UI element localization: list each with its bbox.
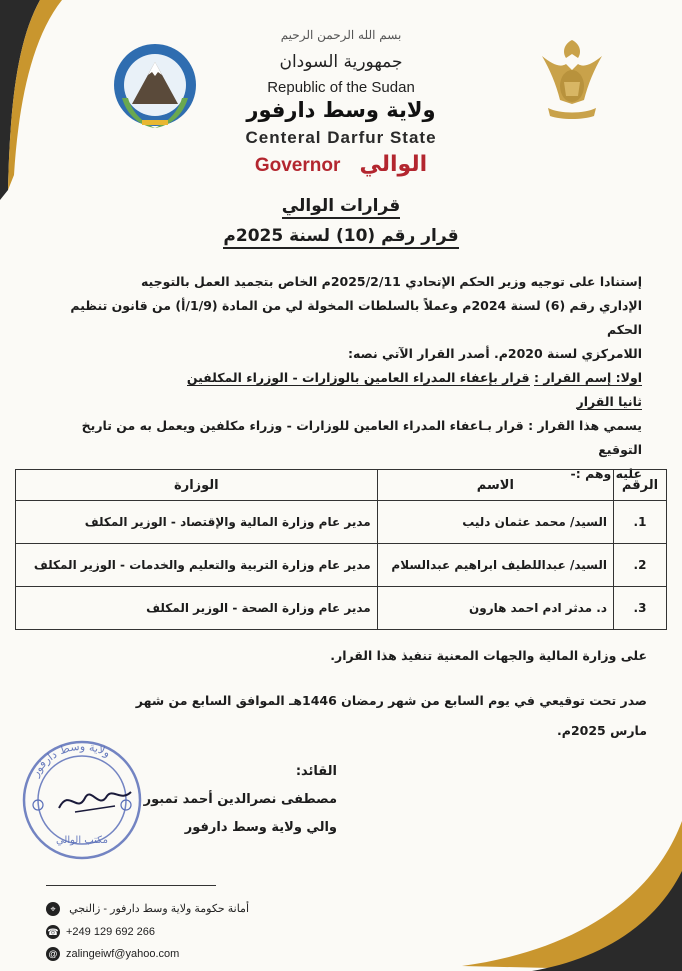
state-name-arabic: ولاية وسط دارفور	[246, 98, 436, 122]
issued-statement: صدر تحت توقيعي في يوم السابع من شهر رمضان 1446هـ الموافق السابع من شهر مارس 2025م.	[135, 693, 647, 738]
email-icon: @	[46, 947, 60, 961]
state-name-english: Centeral Darfur State	[245, 128, 437, 147]
footer-email: @ zalingeiwf@yahoo.com	[46, 947, 179, 961]
row-name: د. مدثر ادم احمد هارون	[377, 587, 613, 630]
row-ministry: مدير عام وزارة المالية والإقتصاد - الوزير المكلف	[16, 501, 378, 544]
location-icon: ⌖	[46, 902, 60, 916]
country-name-english: Republic of the Sudan	[267, 79, 415, 96]
signature-label: القائد:	[295, 764, 337, 779]
header-number: الرقم	[614, 470, 667, 501]
clause-second-label: ثانيا القرار	[576, 394, 642, 409]
row-ministry: مدير عام وزارة التربية والتعليم والخدمات - الوزير المكلف	[16, 544, 378, 587]
footer-address: أمانة حكومة ولاية وسط دارفور - زالنجي ⌖	[46, 902, 249, 916]
signatory-name: مصطفى نصرالدين أحمد تمبور	[143, 792, 337, 807]
signature-block	[144, 758, 337, 842]
preamble-line: اللامركزي لسنة 2020م. أصدر القرار الآتي نصه:	[348, 346, 642, 361]
country-name-arabic: جمهورية السودان	[279, 52, 403, 72]
governor-english: Governor	[254, 155, 341, 176]
footer-phone: ☎ +249 129 692 266	[47, 925, 156, 938]
execution-clause: على وزارة المالية والجهات المعنية تنفيذ هذا القرار.	[330, 648, 647, 663]
corner-swoosh-bottom	[422, 781, 682, 971]
handwritten-signature	[55, 780, 135, 820]
table-row	[16, 501, 667, 544]
governor-heading	[0, 152, 682, 177]
table-row	[16, 544, 667, 587]
decision-body	[42, 270, 642, 486]
footer-divider	[46, 885, 216, 886]
table-header-row	[16, 470, 667, 501]
clause-first-text: قرار بإعفاء المدراء العامين بالوزارات - الوزراء المكلفين	[186, 370, 530, 385]
officials-table	[15, 469, 667, 630]
decision-number: قرار رقم (10) لسنة 2025م	[0, 226, 682, 246]
header-name: الاسم	[377, 470, 613, 501]
row-number: 2.	[614, 544, 667, 587]
clause-second-text: يسمي هذا القرار : قرار بـاعفاء المدراء العامين للوزارات - وزراء مكلفين ويعمل به من تاريخ التوقيع	[81, 418, 642, 457]
preamble-line: إستنادا على توجيه وزير الحكم الإتحادي 2025/2/11م الخاص بتجميد العمل بالتوجيه	[140, 274, 642, 289]
stamp-center-text: مكتب الوالي	[55, 835, 109, 846]
header-ministry: الوزارة	[16, 470, 378, 501]
svg-text:ولاية وسط دارفور: ولاية وسط دارفور	[28, 739, 113, 779]
row-name: السيد/ محمد عثمان دليب	[377, 501, 613, 544]
row-name: السيد/ عبداللطيف ابراهيم عبدالسلام	[377, 544, 613, 587]
clause-second-text: عليه وهم :-	[570, 466, 642, 481]
row-ministry: مدير عام وزارة الصحة - الوزير المكلف	[16, 587, 378, 630]
preamble-line: الإداري رقم (6) لسنة 2024م وعملاً بالسلطات المخولة لي من المادة (1/9/أ) من قانون تنظيم الحكم	[70, 298, 642, 337]
row-number: 3.	[614, 587, 667, 630]
governor-arabic: الوالي	[359, 152, 428, 177]
signatory-title: والي ولاية وسط دارفور	[184, 820, 337, 835]
basmala: بسم الله الرحمن الرحيم	[280, 28, 402, 42]
table-row	[16, 587, 667, 630]
clause-first	[42, 366, 642, 390]
phone-icon: ☎	[47, 927, 59, 937]
clause-first-label: اولا: إسم القرار :	[533, 370, 642, 385]
decisions-title: قرارات الوالي	[0, 196, 682, 216]
row-number: 1.	[614, 501, 667, 544]
